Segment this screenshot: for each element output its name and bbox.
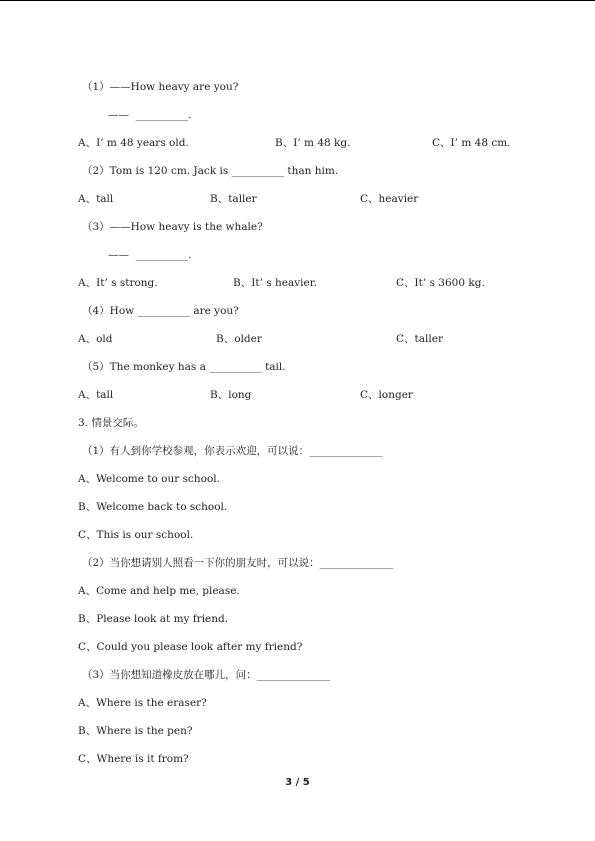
section-3-item-2-option-c[interactable]: C、Could you please look after my friend? — [78, 641, 303, 653]
section-3-item-3-option-c[interactable]: C、Where is it from? — [78, 753, 189, 765]
question-3-option-b[interactable]: B、It’ s heavier. — [233, 277, 317, 289]
question-3-option-a[interactable]: A、It’ s strong. — [78, 277, 158, 289]
question-4-option-b[interactable]: B、older — [216, 333, 262, 345]
question-3-stem: （3）——How heavy is the whale? — [82, 221, 263, 233]
section-3-item-1-option-b[interactable]: B、Welcome back to school. — [78, 501, 228, 513]
section-3-heading: 3. 情景交际。 — [78, 417, 144, 429]
question-5-option-a[interactable]: A、tall — [78, 389, 114, 401]
question-4-option-a[interactable]: A、old — [78, 333, 113, 345]
question-4-stem: （4）How __________ are you? — [82, 305, 239, 317]
section-3-item-2-stem: （2）当你想请别人照看一下你的朋友时，可以说：______________ — [82, 557, 394, 569]
question-1-stem: （1）——How heavy are you? — [82, 81, 239, 93]
question-1-option-c[interactable]: C、I’ m 48 cm. — [432, 137, 511, 149]
question-2-option-a[interactable]: A、tall — [78, 193, 114, 205]
question-1-option-b[interactable]: B、I’ m 48 kg. — [275, 137, 351, 149]
question-4-option-c[interactable]: C、taller — [396, 333, 443, 345]
question-2-stem: （2）Tom is 120 cm. Jack is __________ than him. — [82, 165, 339, 177]
question-3-option-c[interactable]: C、It’ s 3600 kg. — [396, 277, 485, 289]
section-3-item-1-stem: （1）有人到你学校参观，你表示欢迎，可以说：______________ — [82, 445, 383, 457]
section-3-item-2-option-a[interactable]: A、Come and help me, please. — [78, 585, 240, 597]
section-3-item-3-option-b[interactable]: B、Where is the pen? — [78, 725, 193, 737]
section-3-item-2-option-b[interactable]: B、Please look at my friend. — [78, 613, 229, 625]
question-1-option-a[interactable]: A、I’ m 48 years old. — [78, 137, 189, 149]
question-3-answer-line: —— __________. — [108, 249, 192, 261]
section-3-item-3-stem: （3）当你想知道橡皮放在哪儿，问：______________ — [82, 669, 331, 681]
question-5-option-c[interactable]: C、longer — [360, 389, 413, 401]
question-5-stem: （5）The monkey has a __________ tail. — [82, 361, 286, 373]
top-border-line — [0, 0, 595, 1]
question-2-option-c[interactable]: C、heavier — [360, 193, 419, 205]
question-1-answer-line: —— __________. — [108, 109, 192, 121]
page-number: 3 / 5 — [285, 777, 310, 788]
section-3-item-1-option-a[interactable]: A、Welcome to our school. — [78, 473, 220, 485]
question-5-option-b[interactable]: B、long — [210, 389, 252, 401]
question-2-option-b[interactable]: B、taller — [210, 193, 257, 205]
section-3-item-3-option-a[interactable]: A、Where is the eraser? — [78, 697, 207, 709]
section-3-item-1-option-c[interactable]: C、This is our school. — [78, 529, 194, 541]
